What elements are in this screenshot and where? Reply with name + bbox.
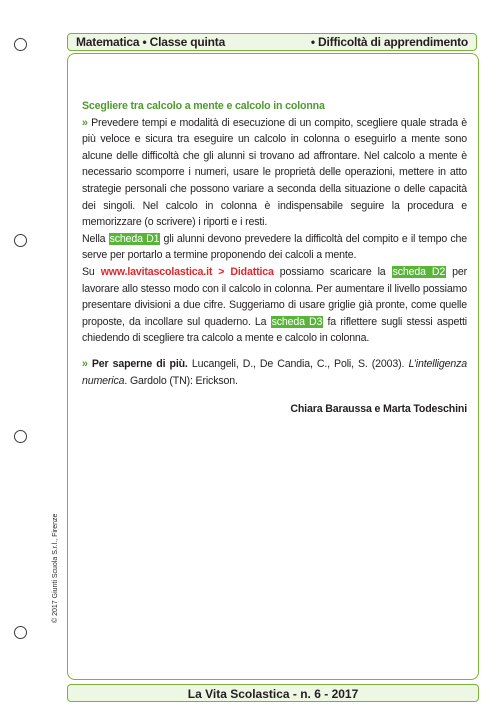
copyright-notice: © 2017 Giunti Scuola S.r.l., Firenze bbox=[52, 513, 59, 623]
article-body bbox=[82, 98, 467, 418]
paragraph-intro bbox=[82, 115, 467, 231]
reference-authors: Lucangeli, D., De Candia, C., Poli, S. (2003). bbox=[187, 357, 409, 370]
subject-label: Matematica • Classe quinta bbox=[76, 35, 226, 49]
reference-label: Per saperne di più. bbox=[91, 357, 188, 370]
topic-label: • Difficoltà di apprendimento bbox=[310, 35, 468, 49]
paragraph-intro-text: Prevedere tempi e modalità di esecuzione di un compito, scegliere quale strada è più veloce e sicura tra eseguire un calcolo in colonna o eseguirlo a mente sono alcune delle difficoltà che gli alunni si trovano ad affrontare. Nel calcolo a mente è necessario scomporre i numeri, usare le proprietà delle operazioni, mettere in atto strategie personali che possono variare a seconda della situazione o delle capacità dei singoli. Nel calcolo in colonna è indispensabile seguire la procedura e memorizzare (o scrivere) i riporti e i resti. bbox=[82, 116, 468, 229]
paragraph-scheda-d1 bbox=[82, 231, 467, 264]
reference-publisher: . Gardolo (TN): Erickson. bbox=[124, 374, 238, 387]
section-title: Scegliere tra calcolo a mente e calcolo in colonna bbox=[82, 100, 325, 112]
signature: Chiara Baraussa e Marta Todeschini bbox=[290, 403, 467, 416]
scheda-d3-badge: scheda D3 bbox=[271, 315, 323, 328]
double-arrow-icon: » bbox=[82, 357, 88, 370]
p3-pre: Su bbox=[82, 265, 101, 278]
p2-pre: Nella bbox=[82, 232, 109, 245]
footer-bar bbox=[67, 684, 479, 702]
binder-hole-4 bbox=[14, 626, 27, 639]
binder-hole-3 bbox=[14, 430, 27, 443]
scheda-d2-badge: scheda D2 bbox=[392, 265, 446, 278]
double-arrow-icon: » bbox=[82, 116, 88, 129]
p3-post: fa riflettere sugli stessi aspetti chiedendo di scegliere tra calcolo a mente e calcolo in colonna. bbox=[82, 315, 468, 345]
scheda-d1-badge: scheda D1 bbox=[109, 232, 160, 245]
binder-hole-1 bbox=[14, 38, 27, 51]
p2-post: gli alunni devono prevedere la difficoltà del compito e il tempo che serve per portarlo a termine proponendo dei calcoli a mente. bbox=[82, 232, 468, 262]
reference-paragraph bbox=[82, 356, 467, 389]
header-bar bbox=[67, 33, 477, 51]
p3-mid1: possiamo scaricare la bbox=[273, 265, 392, 278]
paragraph-website bbox=[82, 264, 467, 347]
reference-title: L’intelligenza numerica bbox=[82, 357, 468, 387]
website-link[interactable]: www.lavitascolastica.it > Didattica bbox=[100, 265, 274, 278]
p3-mid2: per lavorare allo stesso modo con il calcolo in colonna. Per aumentare il livello possiamo presentare divisioni a due cifre. Suggeriamo di usare griglie già pronte, come quelle proposte, da incollare sul quaderno. La bbox=[82, 265, 468, 328]
footer-label: La Vita Scolastica - n. 6 - 2017 bbox=[187, 687, 359, 701]
binder-hole-2 bbox=[14, 234, 27, 247]
